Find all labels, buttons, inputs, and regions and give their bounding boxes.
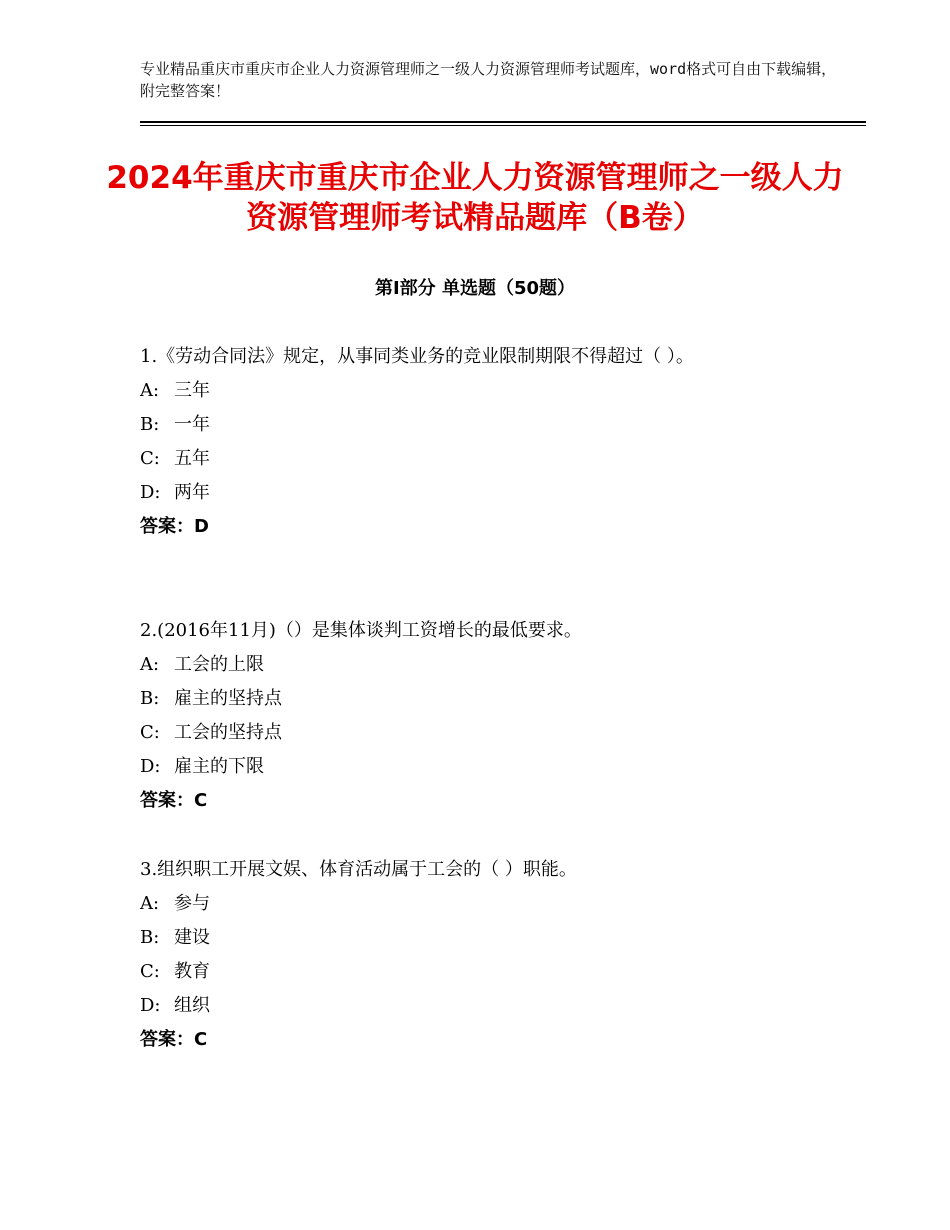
option-text: 教育 [174,961,210,982]
option-b [140,682,840,716]
header-note: 专业精品重庆市重庆市企业人力资源管理师之一级人力资源管理师考试题库，word格式可自由下载编辑，附完整答案！ [140,60,837,100]
option-letter: B: [140,414,160,435]
question-stem: 3.组织职工开展文娱、体育活动属于工会的（ ）职能。 [140,859,577,880]
question-3 [140,853,840,1057]
answer-value: C [194,790,208,811]
option-d [140,989,840,1023]
option-letter: C: [140,961,160,982]
option-d [140,476,840,510]
option-text: 工会的坚持点 [174,722,282,743]
option-text: 一年 [174,414,210,435]
option-text: 五年 [174,448,210,469]
answer-label: 答案： [140,790,194,811]
option-letter: C: [140,448,160,469]
header-rule-thin [140,125,866,126]
option-c [140,955,840,989]
section-title: 第Ⅰ部分 单选题（50题） [374,278,575,299]
question-stem: 2.(2016年11月)（）是集体谈判工资增长的最低要求。 [140,620,582,641]
answer-value: D [194,516,209,537]
option-a [140,648,840,682]
option-letter: A: [140,654,160,675]
option-text: 参与 [174,893,210,914]
option-text: 雇主的下限 [174,756,264,777]
answer-value: C [194,1029,208,1050]
option-b [140,921,840,955]
option-c [140,716,840,750]
option-text: 雇主的坚持点 [174,688,282,709]
option-c [140,442,840,476]
question-1 [140,340,840,544]
answer-line [140,1023,840,1057]
option-letter: A: [140,893,160,914]
option-text: 组织 [174,995,210,1016]
option-text: 两年 [174,482,210,503]
option-letter: C: [140,722,160,743]
answer-line [140,510,840,544]
option-letter: B: [140,688,160,709]
option-text: 建设 [174,927,210,948]
option-a [140,887,840,921]
option-letter: D: [140,756,161,777]
option-letter: D: [140,482,161,503]
document-title: 2024年重庆市重庆市企业人力资源管理师之一级人力资源管理师考试精品题库（B卷） [106,160,844,236]
option-a [140,374,840,408]
option-letter: B: [140,927,160,948]
option-b [140,408,840,442]
question-stem: 1.《劳动合同法》规定，从事同类业务的竞业限制期限不得超过（ ）。 [140,346,694,367]
option-letter: D: [140,995,161,1016]
answer-line [140,784,840,818]
answer-label: 答案： [140,516,194,537]
question-2 [140,614,840,818]
header-rule-thick [140,121,866,123]
option-text: 三年 [174,380,210,401]
answer-label: 答案： [140,1029,194,1050]
option-letter: A: [140,380,160,401]
option-d [140,750,840,784]
option-text: 工会的上限 [174,654,264,675]
